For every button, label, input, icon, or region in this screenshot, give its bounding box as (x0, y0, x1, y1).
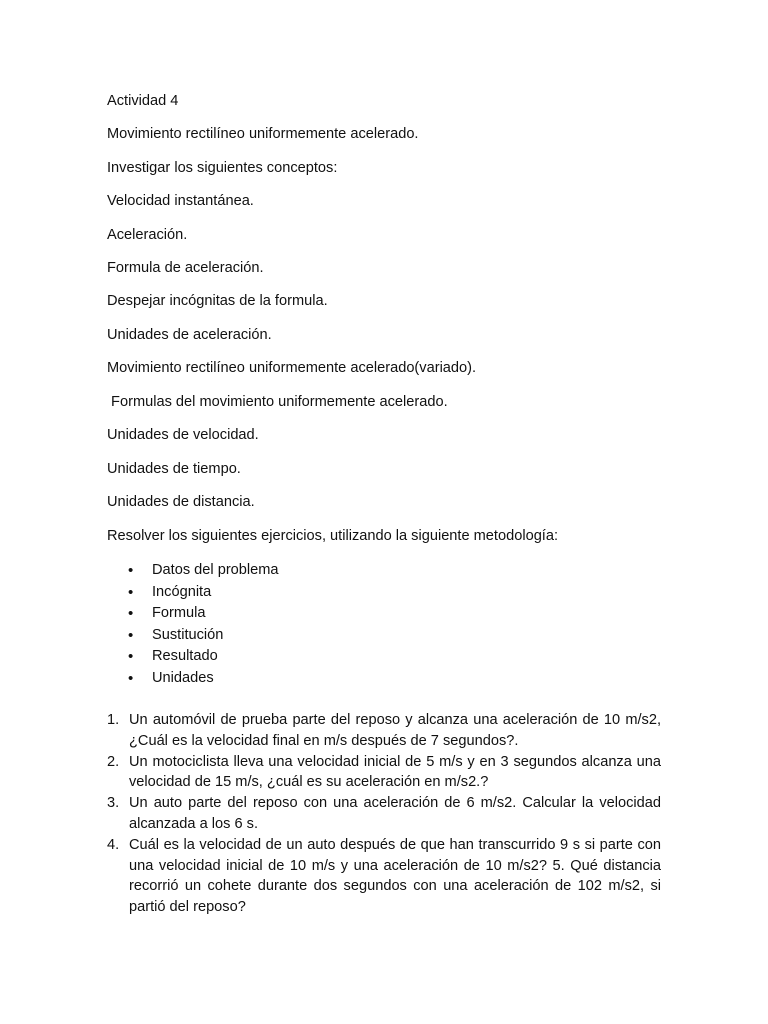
method-step-item: • Sustitución (107, 625, 279, 647)
exercise-item (107, 793, 661, 835)
document-title: Actividad 4 (107, 93, 179, 109)
exercise-item (107, 835, 661, 918)
exercise-text: Un motociclista lleva una velocidad inicial de 5 m/s y en 3 segundos alcanza una velocidad de 15 m/s, ¿cuál es su aceleración en m/s2.? (129, 753, 661, 791)
concept-item: Formulas del movimiento uniformemente acelerado. (107, 394, 448, 410)
concept-item: Despejar incógnitas de la formula. (107, 293, 328, 309)
concept-item: Movimiento rectilíneo uniformemente acelerado(variado). (107, 360, 477, 376)
method-intro: Resolver los siguientes ejercicios, utilizando la siguiente metodología: (107, 528, 559, 544)
concept-item: Unidades de distancia. (107, 494, 255, 510)
concept-item: Unidades de aceleración. (107, 327, 272, 343)
concepts-instruction: Investigar los siguientes conceptos: (107, 160, 338, 176)
exercise-number: 2. (107, 753, 120, 770)
method-step-item: • Datos del problema (107, 560, 279, 582)
document-subtitle: Movimiento rectilíneo uniformemente acelerado. (107, 126, 419, 142)
method-step-item: • Resultado (107, 646, 279, 668)
method-step-item: • Incógnita (107, 582, 279, 604)
concept-item: Aceleración. (107, 227, 188, 243)
method-steps-list (107, 560, 279, 690)
exercise-number: 3. (107, 795, 120, 812)
exercise-item (107, 710, 661, 752)
exercise-text: Un auto parte del reposo con una aceleración de 6 m/s2. Calcular la velocidad alcanzada a los 6 s. (129, 795, 661, 832)
exercise-text: Un automóvil de prueba parte del reposo y alcanza una aceleración de 10 m/s2, ¿Cuál es la velocidad final en m/s después de 7 segundos?. (129, 712, 661, 749)
concept-item: Unidades de tiempo. (107, 461, 241, 477)
concept-item: Velocidad instantánea. (107, 193, 254, 209)
method-step-item: • Formula (107, 603, 279, 625)
method-step-item: • Unidades (107, 668, 279, 690)
concept-item: Unidades de velocidad. (107, 427, 259, 443)
exercise-number: 1. (107, 712, 120, 728)
exercise-number: 4. (107, 836, 120, 853)
exercise-text: Cuál es la velocidad de un auto después de que han transcurrido 9 s si parte con una velocidad inicial de 10 m/s y una aceleración de 10 m/s2? 5. Qué distancia recorrió un cohete durante dos segundos con una aceleración de 102 m/s2, si partió del reposo? (129, 836, 661, 916)
exercise-item (107, 752, 661, 794)
exercises-list (107, 710, 661, 918)
concept-item: Formula de aceleración. (107, 260, 264, 276)
